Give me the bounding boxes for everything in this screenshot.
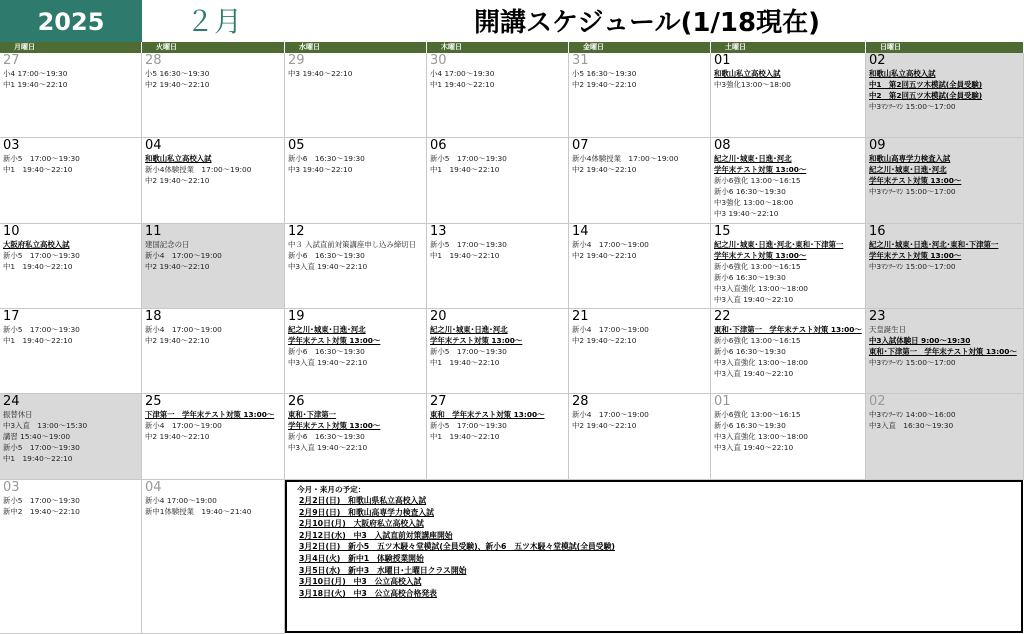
- class-schedule-line: 新小4 17:00～19:00: [145, 251, 222, 260]
- day-number: 13: [430, 224, 447, 239]
- class-schedule-line: 新小4 17:00～19:00: [572, 325, 649, 334]
- day-number: 27: [3, 53, 20, 68]
- class-schedule-line: 中3入直 13:00～15:30: [3, 421, 88, 430]
- class-schedule-line: 中1 19:40～22:10: [3, 336, 73, 345]
- weekday-header-row: [0, 42, 1024, 53]
- day-number: 03: [3, 138, 20, 153]
- calendar-day-cell[interactable]: [0, 309, 142, 394]
- class-schedule-line: 中2 19:40～22:10: [145, 336, 210, 345]
- class-schedule-line: 中3ﾏﾝﾂｰﾏﾝ 15:00～17:00: [869, 102, 956, 111]
- class-schedule-line: 新小5 17:00～19:30: [3, 154, 80, 163]
- class-schedule-line: 新小6 16:30～19:30: [714, 421, 786, 430]
- class-schedule-line: 振替休日: [3, 410, 33, 419]
- class-schedule-line: 建国記念の日: [145, 240, 190, 249]
- day-number: 07: [572, 138, 589, 153]
- event-highlight: 中1 第2回五ツ木模試(全員受験): [869, 80, 983, 89]
- day-number: 30: [430, 53, 447, 68]
- notice-item: 3月4日(火) 新中1 体験授業開始: [299, 553, 424, 563]
- calendar-day-cell[interactable]: [0, 53, 142, 138]
- day-number: 19: [288, 309, 305, 324]
- class-schedule-line: 講習 15:40～19:00: [3, 432, 71, 441]
- class-schedule-line: 新小4 17:00～19:00: [572, 240, 649, 249]
- calendar-day-cell[interactable]: [0, 480, 142, 634]
- calendar-day-cell[interactable]: [711, 394, 866, 480]
- day-number: 01: [714, 394, 731, 409]
- class-schedule-line: 新小4 17:00～19:00: [145, 496, 217, 505]
- day-number: 09: [869, 138, 886, 153]
- class-schedule-line: 中2 19:40～22:10: [572, 251, 637, 260]
- class-schedule-line: 中3 19:40～22:10: [288, 69, 353, 78]
- class-schedule-line: 新小6強化 13:00～16:15: [714, 336, 801, 345]
- calendar-day-cell[interactable]: [711, 309, 866, 394]
- page-title: 開講スケジュール(1/18現在): [474, 8, 820, 38]
- class-schedule-line: 新小6強化 13:00～16:15: [714, 410, 801, 419]
- event-highlight: 学年末テスト対策 13:00～: [714, 251, 807, 260]
- day-number: 17: [3, 309, 20, 324]
- class-schedule-line: 中3入直 19:40～22:10: [714, 443, 794, 452]
- calendar-day-cell[interactable]: [142, 224, 285, 309]
- class-schedule-line: 新小5 17:00～19:30: [3, 443, 80, 452]
- calendar-day-cell[interactable]: [427, 394, 569, 480]
- calendar-day-cell[interactable]: [285, 394, 427, 480]
- class-schedule-line: 中3入直強化 13:00～18:00: [714, 432, 808, 441]
- event-highlight: 和歌山高専学力検査入試: [869, 154, 951, 163]
- day-number: 03: [3, 480, 20, 495]
- notice-title: 今月・来月の予定：: [297, 485, 366, 494]
- class-schedule-line: 中3ﾏﾝﾂｰﾏﾝ 15:00～17:00: [869, 262, 956, 271]
- day-number: 02: [869, 394, 886, 409]
- day-number: 14: [572, 224, 589, 239]
- class-schedule-line: 新小4 17:00～19:00: [145, 421, 222, 430]
- notice-item: 3月10日(月) 中3 公立高校入試: [299, 577, 422, 587]
- day-number: 05: [288, 138, 305, 153]
- class-schedule-line: 新小6 16:30～19:30: [288, 251, 365, 260]
- class-schedule-line: 中1 19:40～22:10: [430, 165, 500, 174]
- day-number: 22: [714, 309, 731, 324]
- calendar-day-cell[interactable]: [285, 53, 427, 138]
- day-number: 01: [714, 53, 731, 68]
- month-label: ２月: [186, 5, 243, 38]
- calendar-day-cell[interactable]: [711, 138, 866, 224]
- day-number: 20: [430, 309, 447, 324]
- event-highlight: 学年末テスト対策 13:00～: [869, 251, 962, 260]
- class-schedule-line: 中3入直 19:40～22:10: [288, 262, 368, 271]
- day-number: 27: [430, 394, 447, 409]
- day-number: 10: [3, 224, 20, 239]
- calendar-day-cell[interactable]: [427, 224, 569, 309]
- event-highlight: 学年末テスト対策 13:00～: [869, 176, 962, 185]
- class-schedule-line: 小5 16:30～19:30: [145, 69, 210, 78]
- day-number: 08: [714, 138, 731, 153]
- notice-item: 2月2日(日) 和歌山県私立高校入試: [299, 496, 427, 505]
- class-schedule-line: 中1 19:40～22:10: [3, 262, 73, 271]
- class-schedule-line: 新小5 17:00～19:30: [430, 154, 507, 163]
- day-number: 28: [572, 394, 589, 409]
- class-schedule-line: 中1 19:40～22:10: [430, 251, 500, 260]
- calendar-day-cell[interactable]: [427, 138, 569, 224]
- class-schedule-line: 中3ﾏﾝﾂｰﾏﾝ 15:00～17:00: [869, 187, 956, 196]
- event-highlight: 学年末テスト対策 13:00～: [288, 336, 381, 345]
- event-highlight: 学年末テスト対策 13:00～: [288, 421, 381, 430]
- weekday-header-3: 木曜日: [427, 42, 569, 53]
- calendar-day-cell[interactable]: [711, 224, 866, 309]
- year-label: 2025: [0, 0, 142, 42]
- class-schedule-line: 中3ﾏﾝﾂｰﾏﾝ 14:00～16:00: [869, 410, 956, 419]
- class-schedule-line: 新小6 16:30～19:30: [288, 154, 365, 163]
- calendar-day-cell[interactable]: [285, 224, 427, 309]
- event-highlight: 中3入試体験日 9:00～19:30: [869, 336, 971, 345]
- day-number: 24: [3, 394, 20, 409]
- event-highlight: 大阪府私立高校入試: [3, 240, 70, 249]
- class-schedule-line: 新小6強化 13:00～16:15: [714, 176, 801, 185]
- day-number: 28: [145, 53, 162, 68]
- class-schedule-line: 中2 19:40～22:10: [572, 336, 637, 345]
- calendar-day-cell[interactable]: [866, 394, 1024, 480]
- class-schedule-line: 新小6 16:30～19:30: [714, 187, 786, 196]
- calendar-day-cell[interactable]: [142, 480, 285, 634]
- class-schedule-line: 新小5 17:00～19:30: [3, 496, 80, 505]
- calendar-day-cell[interactable]: [285, 138, 427, 224]
- event-highlight: 学年末テスト対策 13:00～: [714, 165, 807, 174]
- calendar-day-cell[interactable]: [142, 138, 285, 224]
- class-schedule-line: 小5 16:30～19:30: [572, 69, 637, 78]
- weekday-header-0: 月曜日: [0, 42, 142, 53]
- class-schedule-line: 新小5 17:00～19:30: [430, 240, 507, 249]
- class-schedule-line: 中1 19:40～22:10: [430, 358, 500, 367]
- class-schedule-line: 中2 19:40～22:10: [145, 80, 210, 89]
- event-highlight: 東和･下津第一 学年末テスト対策 13:00～: [714, 325, 862, 334]
- notice-item: 2月12日(水) 中3 入試直前対策講座開始: [299, 530, 453, 540]
- weekday-header-2: 水曜日: [285, 42, 427, 53]
- day-number: 23: [869, 309, 886, 324]
- class-schedule-line: 中3 19:40～22:10: [288, 165, 353, 174]
- class-schedule-line: 新小6 16:30～19:30: [714, 273, 786, 282]
- class-schedule-line: 中3ﾏﾝﾂｰﾏﾝ 15:00～17:00: [869, 358, 956, 367]
- calendar-day-cell[interactable]: [0, 224, 142, 309]
- schedule-notice-box: [285, 480, 1023, 633]
- day-number: 15: [714, 224, 731, 239]
- weekday-header-1: 火曜日: [142, 42, 285, 53]
- calendar-day-cell[interactable]: [569, 224, 711, 309]
- class-schedule-line: 中2 19:40～22:10: [145, 432, 210, 441]
- day-number: 04: [145, 138, 162, 153]
- class-schedule-line: 新中2 19:40～22:10: [3, 507, 80, 516]
- class-schedule-line: 中3入直強化 13:00～18:00: [714, 358, 808, 367]
- class-schedule-line: 中3入直強化 13:00～18:00: [714, 284, 808, 293]
- day-number: 06: [430, 138, 447, 153]
- day-number: 25: [145, 394, 162, 409]
- class-schedule-line: 中3入直 19:40～22:10: [714, 369, 794, 378]
- class-schedule-line: 新小5 17:00～19:30: [3, 251, 80, 260]
- class-schedule-line: 新小5 17:00～19:30: [430, 347, 507, 356]
- calendar-day-cell[interactable]: [569, 53, 711, 138]
- class-schedule-line: 小4 17:00～19:30: [430, 69, 495, 78]
- class-schedule-line: 中2 19:40～22:10: [572, 165, 637, 174]
- day-number: 29: [288, 53, 305, 68]
- event-highlight: 東和･下津第一 学年末テスト対策 13:00～: [869, 347, 1017, 356]
- event-highlight: 紀之川･城東･日進･河北･東和･下津第一: [714, 240, 844, 249]
- class-schedule-line: 新小6強化 13:00～16:15: [714, 262, 801, 271]
- class-schedule-line: 中1 19:40～22:10: [430, 80, 495, 89]
- calendar-day-cell[interactable]: [142, 53, 285, 138]
- class-schedule-line: 新小5 17:00～19:30: [3, 325, 80, 334]
- calendar-day-cell[interactable]: [569, 138, 711, 224]
- event-highlight: 和歌山私立高校入試: [869, 69, 936, 78]
- class-schedule-line: 天皇誕生日: [869, 325, 906, 334]
- class-schedule-line: 中3強化13:00～18:00: [714, 80, 791, 89]
- event-highlight: 紀之川･城東･日進･河北: [288, 325, 366, 334]
- day-number: 02: [869, 53, 886, 68]
- notice-item: 3月2日(日) 新小5 五ツ木駸々堂模試(全員受験)、新小6 五ツ木駸々堂模試(全員受験): [299, 542, 615, 552]
- event-highlight: 紀之川･城東･日進･河北･東和･下津第一: [869, 240, 999, 249]
- calendar-day-cell[interactable]: [569, 309, 711, 394]
- class-schedule-line: 中2 19:40～22:10: [572, 80, 637, 89]
- class-schedule-line: 新小4 17:00～19:00: [145, 325, 222, 334]
- event-highlight: 和歌山私立高校入試: [145, 154, 212, 163]
- calendar-day-cell[interactable]: [866, 138, 1024, 224]
- day-number: 18: [145, 309, 162, 324]
- class-schedule-line: 小4 17:00～19:30: [3, 69, 68, 78]
- class-schedule-line: 新小6 16:30～19:30: [288, 432, 365, 441]
- day-number: 21: [572, 309, 589, 324]
- calendar-day-cell[interactable]: [569, 394, 711, 480]
- notice-list: [297, 495, 1011, 599]
- calendar-day-cell[interactable]: [427, 53, 569, 138]
- event-highlight: 下津第一 学年末テスト対策 13:00～: [145, 410, 275, 419]
- class-schedule-line: 中3入直 19:40～22:10: [714, 295, 794, 304]
- day-number: 31: [572, 53, 589, 68]
- event-highlight: 紀之川･城東･日進･河北: [430, 325, 508, 334]
- day-number: 04: [145, 480, 162, 495]
- class-schedule-line: 中2 19:40～22:10: [145, 176, 210, 185]
- notice-item: 2月9日(日) 和歌山高専学力検査入試: [299, 507, 434, 517]
- calendar-day-cell[interactable]: [0, 138, 142, 224]
- day-number: 26: [288, 394, 305, 409]
- event-highlight: 中2 第2回五ツ木模試(全員受験): [869, 91, 983, 100]
- event-highlight: 和歌山私立高校入試: [714, 69, 781, 78]
- event-highlight: 東和 学年末テスト対策 13:00～: [430, 410, 545, 419]
- day-number: 11: [145, 224, 162, 239]
- class-schedule-line: 中3 19:40～22:10: [714, 209, 779, 218]
- class-schedule-line: 中2 19:40～22:10: [572, 421, 637, 430]
- weekday-header-4: 金曜日: [569, 42, 711, 53]
- weekday-header-5: 土曜日: [711, 42, 866, 53]
- class-schedule-line: 新小4 17:00～19:00: [572, 410, 649, 419]
- class-schedule-line: 中3強化 13:00～18:00: [714, 198, 794, 207]
- event-highlight: 学年末テスト対策 13:00～: [430, 336, 523, 345]
- event-highlight: 東和･下津第一: [288, 410, 337, 419]
- day-number: 12: [288, 224, 305, 239]
- calendar-day-cell[interactable]: [427, 309, 569, 394]
- calendar-day-cell[interactable]: [0, 394, 142, 480]
- class-schedule-line: 新小4体験授業 17:00～19:00: [572, 154, 679, 163]
- calendar-day-cell[interactable]: [285, 309, 427, 394]
- class-schedule-line: 中3入直 16:30～19:30: [869, 421, 954, 430]
- calendar-day-cell[interactable]: [711, 53, 866, 138]
- calendar-day-cell[interactable]: [142, 309, 285, 394]
- calendar-day-cell[interactable]: [866, 224, 1024, 309]
- class-schedule-line: 中3入直 19:40～22:10: [288, 443, 368, 452]
- day-number: 16: [869, 224, 886, 239]
- class-schedule-line: 中1 19:40～22:10: [3, 165, 73, 174]
- class-schedule-line: 中1 19:40～22:10: [430, 432, 500, 441]
- calendar-day-cell[interactable]: [866, 309, 1024, 394]
- class-schedule-line: 中1 19:40～22:10: [3, 454, 73, 463]
- class-schedule-line: 中1 19:40～22:10: [3, 80, 68, 89]
- class-schedule-line: 中３ 入試直前対策講座申し込み締切日: [288, 240, 416, 249]
- class-schedule-line: 中3入直 19:40～22:10: [288, 358, 368, 367]
- class-schedule-line: 新小6 16:30～19:30: [288, 347, 365, 356]
- class-schedule-line: 中2 19:40～22:10: [145, 262, 210, 271]
- class-schedule-line: 新小5 17:00～19:30: [430, 421, 507, 430]
- notice-item: 3月5日(水) 新中3 水曜日･土曜日クラス開始: [299, 565, 467, 575]
- event-highlight: 紀之川･城東･日進･河北: [869, 165, 947, 174]
- calendar-day-cell[interactable]: [866, 53, 1024, 138]
- class-schedule-line: 新小4体験授業 17:00～19:00: [145, 165, 252, 174]
- notice-item: 3月18日(火) 中3 公立高校合格発表: [299, 588, 437, 598]
- notice-item: 2月10日(月) 大阪府私立高校入試: [299, 519, 424, 529]
- weekday-header-6: 日曜日: [866, 42, 1024, 53]
- event-highlight: 紀之川･城東･日進･河北: [714, 154, 792, 163]
- calendar-day-cell[interactable]: [142, 394, 285, 480]
- class-schedule-line: 新中1体験授業 19:40～21:40: [145, 507, 252, 516]
- class-schedule-line: 新小6 16:30～19:30: [714, 347, 786, 356]
